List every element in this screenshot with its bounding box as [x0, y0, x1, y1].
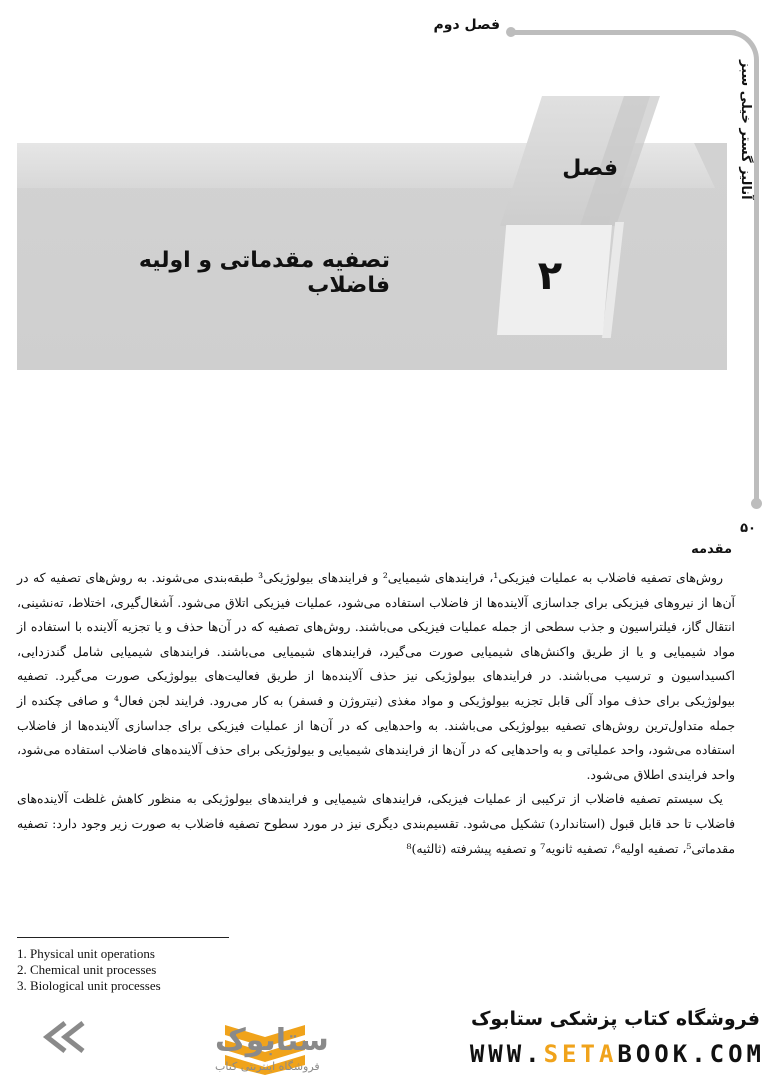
url-suffix: BOOK.COM [617, 1040, 765, 1068]
store-name: فروشگاه کتاب پزشکی ستابوک [470, 1008, 760, 1030]
url-highlight: SETA [543, 1040, 618, 1068]
side-rail [754, 70, 759, 500]
paragraph: روش‌های تصفیه فاضلاب به عملیات فیزیکی¹، فرایندهای شیمیایی² و فرایندهای بیولوژیکی³ طبقه‌بندی می‌شوند. به روش‌های تصفیه که در آن‌ها از نیروهای فیزیکی برای جداسازی آلاینده‌ها از فاضلاب استفاده می‌شود، عملیات فیزیکی اتلاق می‌شود. آشغال‌گیری، اختلاط، ته‌نشینی، انتقال گاز، فیلتراسیون و جذب سطحی از جمله عملیات فیزیکی می‌باشند. روش‌های تصفیه که در آن‌ها حذف و یا تجزیه آلاینده با استفاده از مواد شیمیایی و یا از طریق واکنش‌های شیمیایی صورت می‌گیرد، فرایندهای شیمیایی می‌باشند. فرایندهای شیمیایی شامل گندزدایی، اکسیداسیون و ترسیب می‌باشند. در فرایندهای بیولوژیکی نیز حذف آلاینده‌ها از طریق فعالیت‌های بیولوژیکی صورت می‌گیرد. تصفیه بیولوژیکی برای حذف مواد آلی قابل تجزیه بیولوژیکی و مواد مغذی (نیتروژن و فسفر) به کار می‌رود. فرایند لجن فعال⁴ و صافی چکنده از جمله متداول‌ترین روش‌های تصفیه بیولوژیکی می‌باشند. به واحدهایی که در آن‌ها از عملیات فیزیکی برای جداسازی آلاینده‌ها از فاضلاب استفاده می‌شود، واحد عملیاتی و به واحدهایی که در آن‌ها از فرایندهای شیمیایی و بیولوژیکی برای حذف آلاینده‌های فاضلاب استفاده می‌شود، واحد فرایندی اطلاق می‌شود. [17, 570, 735, 782]
footnotes [17, 946, 277, 994]
footnote: 3. Biological unit processes [17, 978, 161, 993]
store-url[interactable] [400, 1040, 765, 1068]
logo-subtext: فروشگاه اینترنتی کتاب [215, 1060, 320, 1073]
section-heading: مقدمه [691, 542, 732, 557]
footnote: 1. Physical unit operations [17, 946, 155, 961]
chevrons-icon [47, 1023, 83, 1051]
store-logo[interactable] [25, 1015, 329, 1075]
running-book-title: آنالیز گستر خیلی سبز [738, 60, 753, 200]
chapter-word: فصل [562, 156, 618, 181]
store-logo-graphic [25, 1015, 329, 1075]
side-rail-dot [751, 498, 762, 509]
body-text [17, 566, 735, 861]
running-chapter-label: فصل دوم [433, 17, 500, 33]
header-line [512, 30, 737, 35]
logo-wordmark: ستابوک [215, 1023, 329, 1058]
chapter-title: تصفیه مقدماتی و اولیه فاضلاب [138, 248, 390, 298]
page-number: ۵۰ [740, 521, 756, 536]
footnote: 2. Chemical unit processes [17, 962, 157, 977]
paragraph: یک سیستم تصفیه فاضلاب از ترکیبی از عملیات فیزیکی، فرایندهای شیمیایی و فرایندهای بیولوژیکی به منظور کاهش غلظت آلاینده‌های فاضلاب تا حد قابل قبول (استاندارد) تشکیل می‌شود. تقسیم‌بندی دیگری نیز در مورد سطوح تصفیه فاضلاب به صورت زیر وجود دارد: تصفیه مقدماتی⁵، تصفیه اولیه⁶، تصفیه ثانویه⁷ و تصفیه پیشرفته (ثالثیه)⁸ [17, 791, 735, 856]
url-prefix: WWW. [469, 1040, 544, 1068]
footnote-divider [17, 937, 229, 938]
chapter-number: ۲ [537, 253, 563, 299]
